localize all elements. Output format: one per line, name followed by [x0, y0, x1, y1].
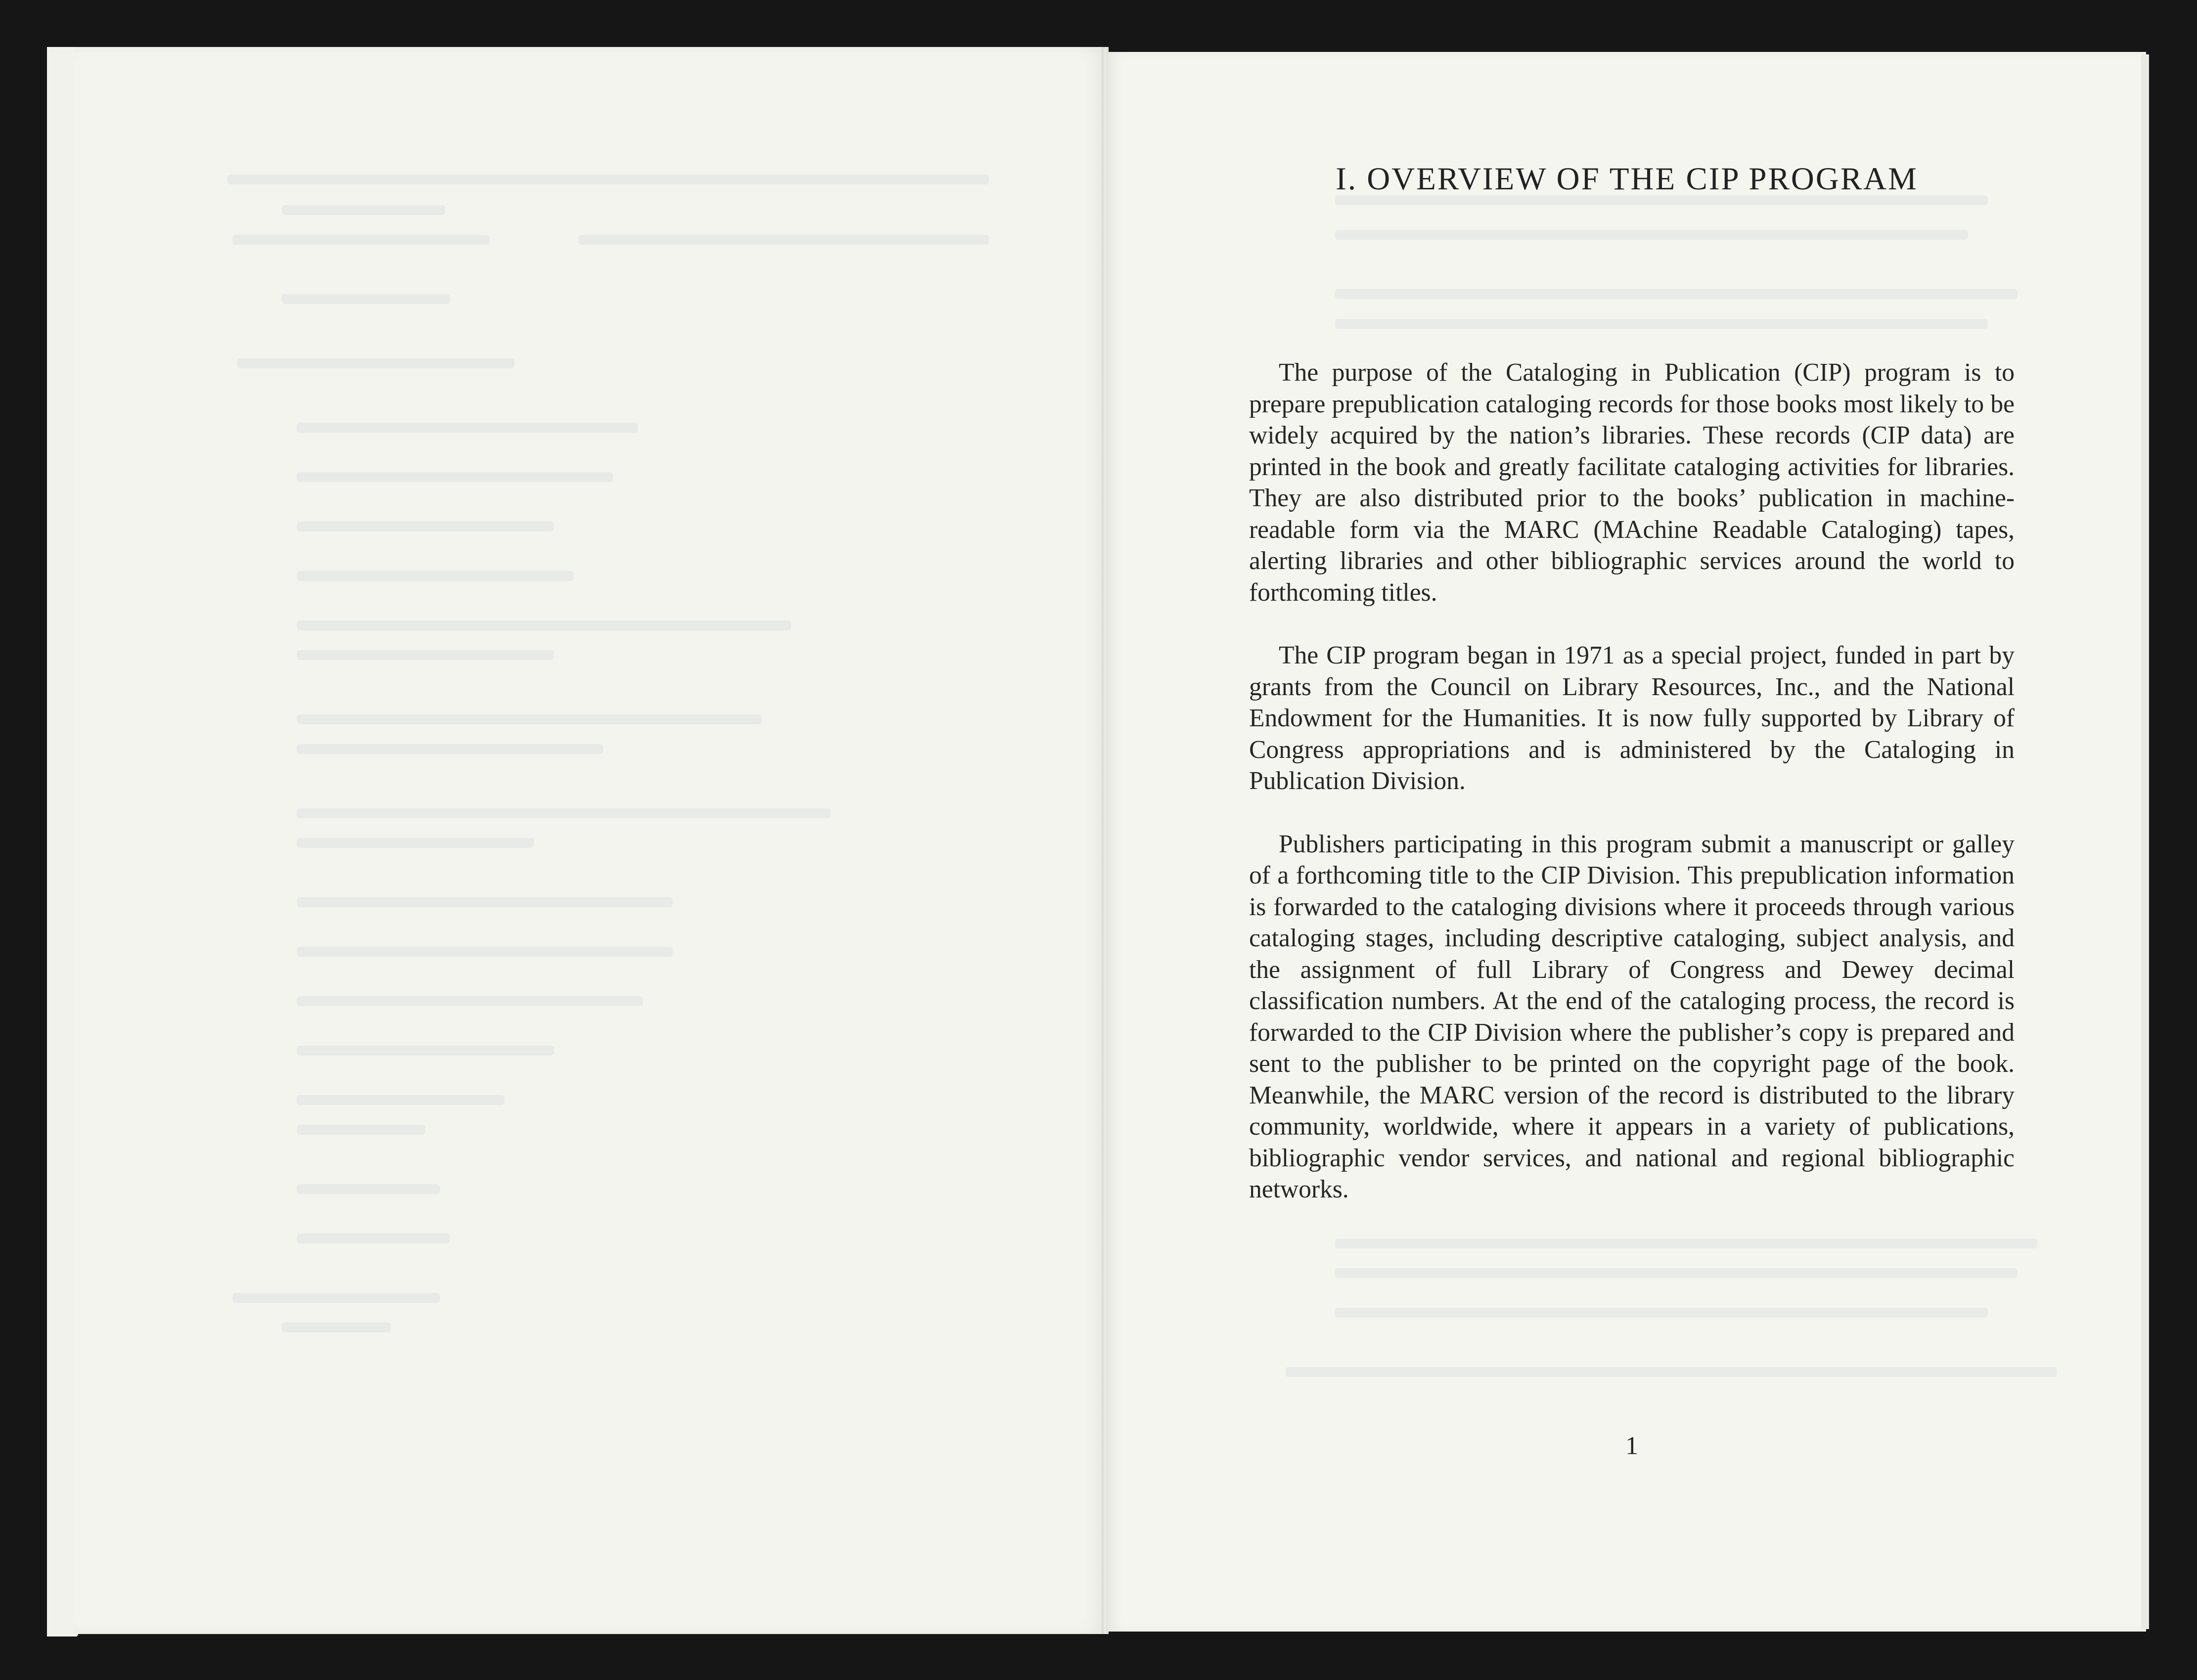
- paragraph-history: The CIP program began in 1971 as a special project, funded in part by grants from the Council on Library Resources, Inc., and the National Endowment for the Humanities. It is now fully supported by Library of Congress appropriations and is administered by the Cataloging in Publication Division.: [1249, 641, 2015, 795]
- show-through-line: [297, 1234, 450, 1243]
- show-through-line: [297, 571, 574, 581]
- show-through-line: [297, 897, 673, 907]
- show-through-line: [297, 1046, 554, 1056]
- show-through-line: [282, 1323, 391, 1332]
- show-through-line: [297, 744, 603, 754]
- show-through-line: [297, 472, 613, 482]
- paragraph-purpose: The purpose of the Cataloging in Publication (CIP) program is to prepare prepublication cataloging records for those books most likely to be widely acquired by the nation’s libraries. These records (CIP data) are printed in the book and greatly facilitate cataloging activities for libraries. They are also distributed prior to the books’ publication in machine-readable form via the MARC (MAchine Readable Cataloging) tapes, alerting libraries and other bibliographic services around the world to forthcoming titles.: [1249, 358, 2015, 607]
- show-through-line: [297, 1095, 504, 1105]
- show-through-line: [1286, 1367, 2057, 1377]
- paragraph-process: Publishers participating in this program submit a manuscript or galley of a forthcoming title to the CIP Division. This prepublication information is forwarded to the cataloging divisions where it proceeds through various cataloging stages, including descriptive cataloging, subject analysis, and the assignment of full Library of Congress and Dewey decimal classification numbers. At the end of the cataloging process, the record is forwarded to the CIP Division where the publisher’s copy is prepared and sent to the publisher to be printed on the copyright page of the book. Meanwhile, the MARC version of the record is distributed to the library community, worldwide, where it appears in a variety of publications, bibliographic vendor services, and national and regional bibliographic networks.: [1249, 830, 2015, 1203]
- show-through-line: [1335, 289, 2018, 299]
- show-through-line: [297, 423, 638, 433]
- show-through-line: [1335, 319, 1988, 329]
- show-through-line: [237, 358, 514, 368]
- show-through-line: [232, 1293, 440, 1303]
- show-through-line: [227, 175, 989, 184]
- page-title: I. OVERVIEW OF THE CIP PROGRAM: [1336, 161, 1918, 197]
- show-through-line: [297, 522, 554, 531]
- show-through-line: [282, 205, 445, 215]
- show-through-line: [1335, 1238, 2037, 1248]
- show-through-line: [297, 838, 534, 848]
- show-through-line: [579, 235, 989, 245]
- show-through-line: [1335, 1308, 1988, 1318]
- show-through-line: [297, 650, 554, 660]
- show-through-line: [1335, 1268, 2018, 1278]
- show-through-line: [297, 714, 762, 724]
- show-through-line: [1335, 230, 1968, 240]
- show-through-line: [297, 1184, 440, 1194]
- show-through-line: [282, 294, 450, 304]
- show-through-line: [297, 620, 791, 630]
- page-number: 1: [1625, 1432, 1638, 1460]
- show-through-line: [297, 947, 673, 957]
- show-through-line: [232, 235, 490, 245]
- show-through-line: [297, 1125, 425, 1135]
- show-through-line: [297, 996, 643, 1006]
- page-edge: [2141, 54, 2149, 1629]
- show-through-line: [297, 808, 831, 818]
- left-page-blank: [74, 47, 1105, 1634]
- body-text: [1249, 357, 2015, 1237]
